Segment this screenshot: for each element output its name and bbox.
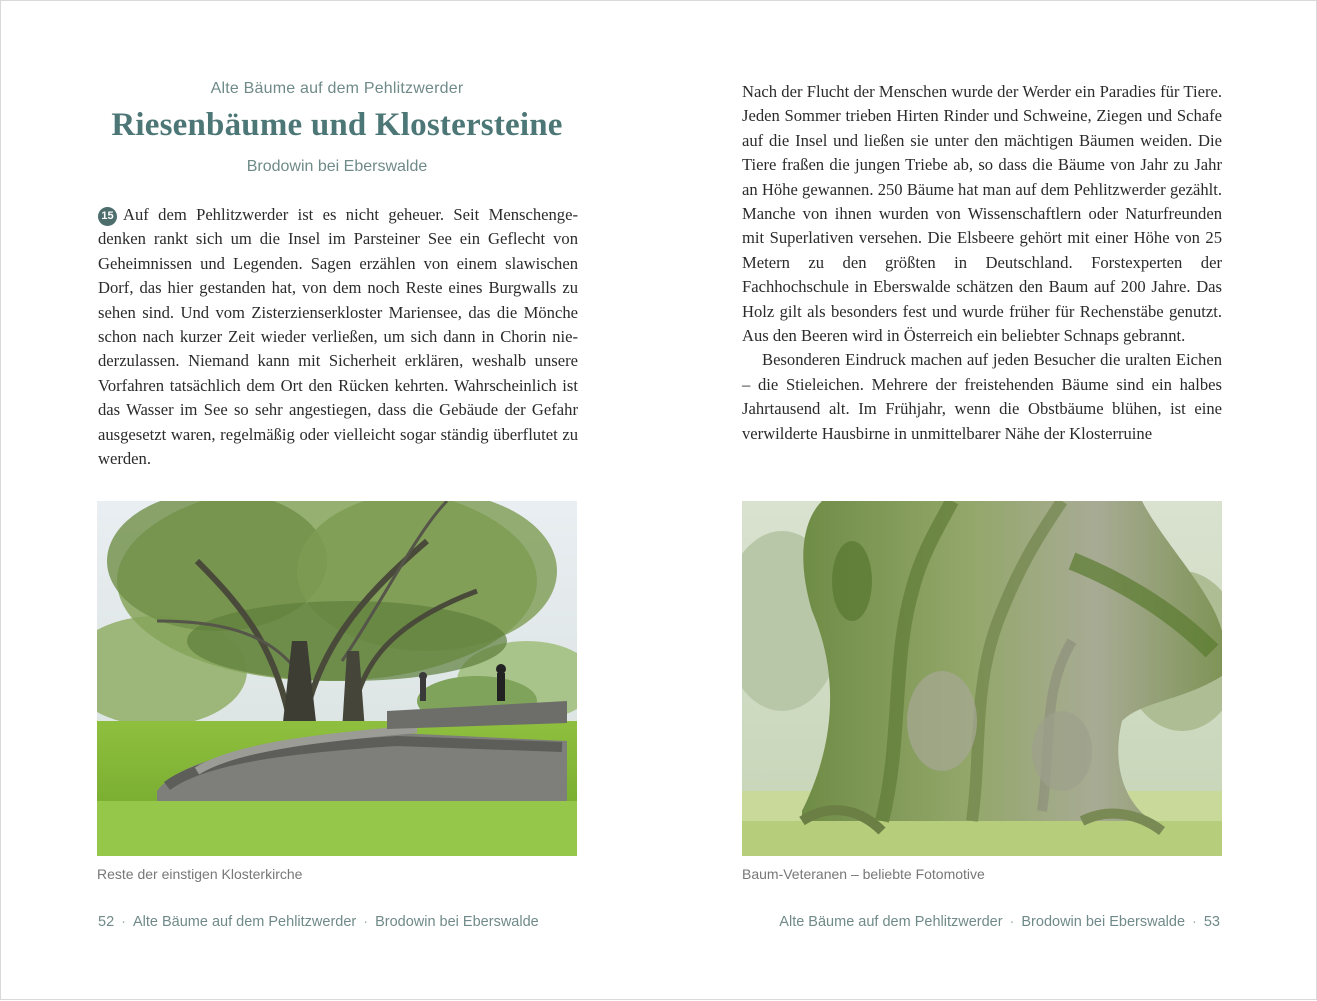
footer-separator: ·: [1192, 914, 1197, 930]
paragraph: [98, 203, 578, 471]
footer-separator: ·: [363, 914, 369, 930]
photo-caption: Reste der einstigen Klosterkirche: [97, 866, 303, 882]
page-number: 52: [98, 914, 115, 930]
footer-location: Brodowin bei Eberswalde: [375, 914, 539, 930]
right-page: [660, 1, 1317, 1001]
left-page: [1, 1, 659, 1001]
body-text-left: [98, 203, 578, 471]
footer-section: Alte Bäume auf dem Pehlitzwerder: [132, 914, 357, 930]
page-title: Riesenbäume und Klostersteine: [111, 107, 563, 143]
page-subtitle: Brodowin bei Eberswalde: [246, 158, 428, 175]
page-number: 53: [1203, 914, 1220, 930]
paragraph: Nach der Flucht der Menschen wurde der Werder ein Paradies für Tiere. Jeden Sommer trieben Hirten Rinder und Schweine, Ziegen und Schafe auf die Insel und ließen sie unter den mächtigen Bäumen weiden. Die Tiere fraßen die jungen Triebe ab, so dass die Bäume von Jahr zu Jahr an Höhe gewannen. 250 Bäume hat man auf dem Pehlitzwerder gezählt. Manche von ihnen wurden von Wissenschaftlern oder Naturfreunden mit Superlativen versehen. Die Elsbeere gehört mit einer Höhe von 25 Metern zu den größten in Deutschland. Forstexperten der Fachhochschule in Eberswalde schätzen den Baum auf 200 Jahre. Das Holz gilt als besonders fest und wurde früher für Rechenstäbe genutzt. Aus den Beeren wird in Österreich ein beliebter Schnaps gebrannt.: [742, 82, 1222, 346]
paragraph: Besonderen Eindruck machen auf jeden Besucher die uralten Eichen – die Stieleichen. Mehrere der freistehenden Bäume sind ein halbes Jahrtausend alt. Im Frühjahr, wenn die Obstbäume blühen, ist eine verwilderte Hausbirne in unmittelbarer Nähe der Klosterruine: [742, 350, 1222, 443]
location-number-badge: 15: [98, 207, 117, 226]
footer-separator: ·: [1009, 914, 1015, 930]
photo-caption: Baum-Veteranen – beliebte Fotomotive: [742, 866, 985, 882]
footer-section: Alte Bäume auf dem Pehlitzwerder: [779, 914, 1003, 930]
page-kicker: Alte Bäume auf dem Pehlitzwerder: [210, 80, 464, 97]
page-footer: [98, 914, 539, 930]
footer-separator: ·: [121, 914, 126, 930]
footer-location: Brodowin bei Eberswalde: [1021, 914, 1186, 930]
photo-monastery-ruins: [97, 501, 577, 856]
paragraph-text: Auf dem Pehlitzwerder ist es nicht geheuer. Seit Menschengedenken rankt sich um die Insel im Parsteiner See ein Geflecht von Geheimnissen und Legenden. Sagen erzählen von einem slawischen Dorf, das hier gestanden hat, von dem noch Reste eines Burgwalls zu sehen sind. Und vom Zisterzienserkloster Mariensee, das die Mönche schon nach kurzer Zeit wieder verließen, um sich dann in Chorin niederzulassen. Niemand kann mit Sicherheit erklären, weshalb unsere Vorfahren tatsächlich dem Ort den Rücken kehrten. Wahrscheinlich ist das Wasser im See so sehr angestiegen, dass die Gebäude der Gefahr ausgesetzt waren, regelmäßig oder vielleicht sogar ständig überflutet zu werden.: [98, 205, 578, 469]
photo-old-oak: [742, 501, 1222, 856]
page-footer: [779, 914, 1220, 930]
body-text-right: [742, 80, 1222, 446]
